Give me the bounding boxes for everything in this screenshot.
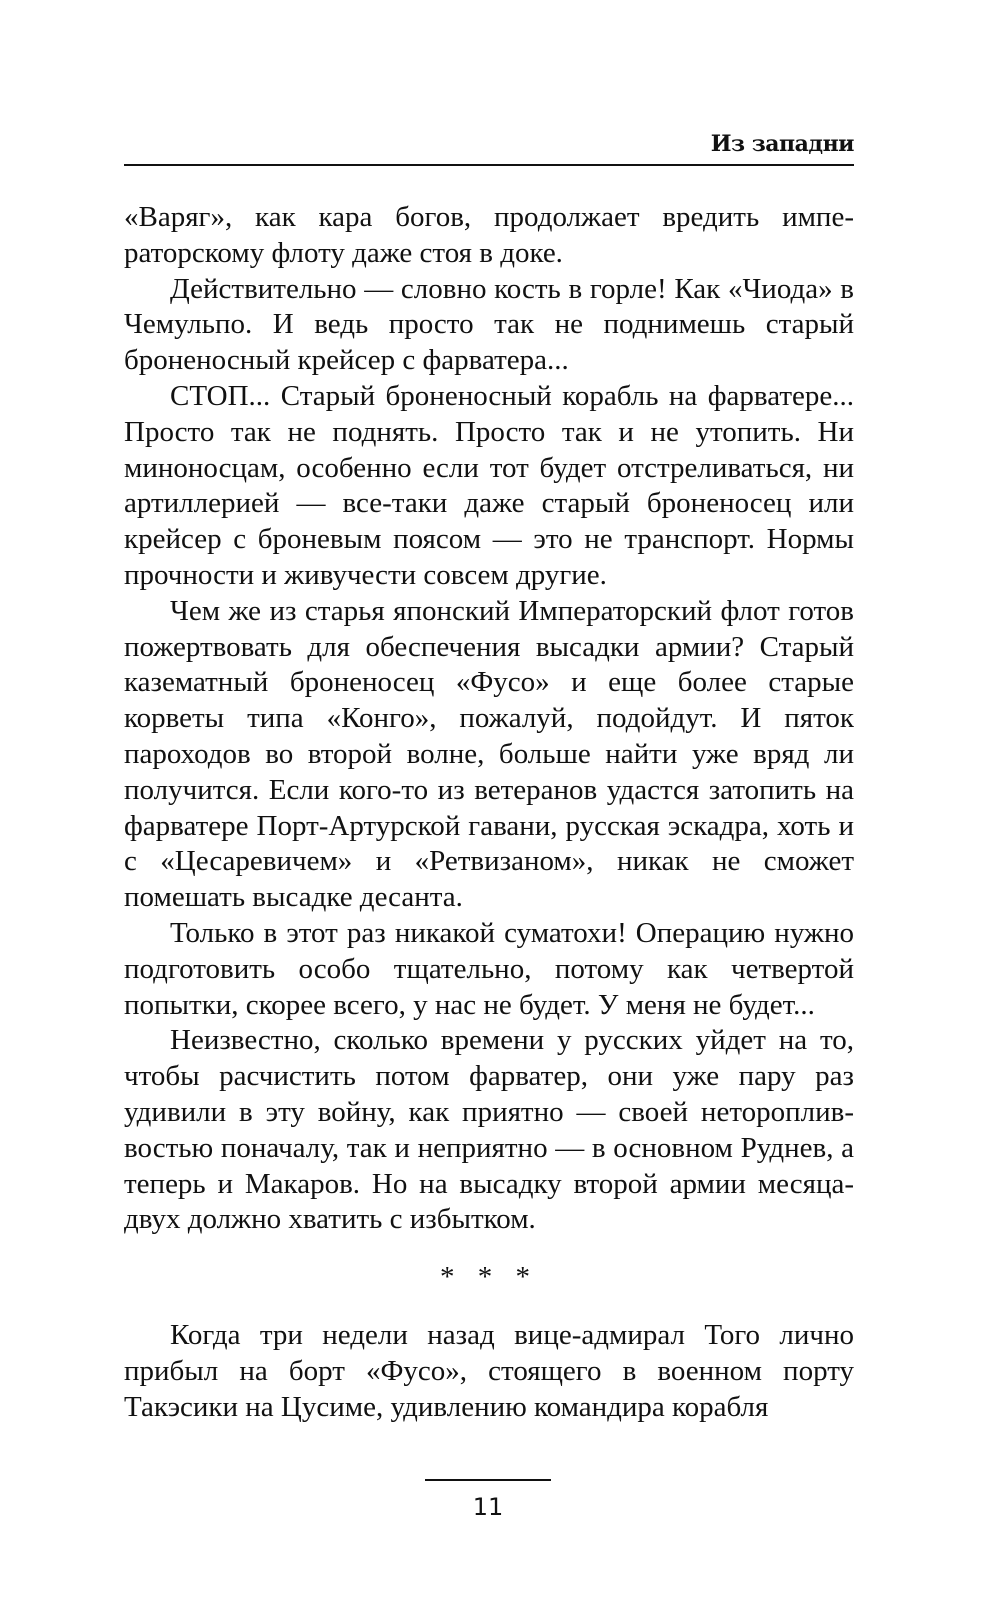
paragraph: Только в этот раз никакой суматохи! Операцию нужно подготовить особо тщательно, потому как четвертой попытки, скорее всего, у нас не будет. У меня не будет... bbox=[124, 916, 854, 1021]
paragraph: Чем же из старья японский Императорский флот готов пожертвовать для обеспечения высадки армии? Старый казематный броненосец «Фусо» и еще более старые корветы типа «Конго», пожалуй, подойдут. И пяток пароходов во второй волне, больше найти уже вряд ли получится. Если кого-то из ветеранов удастся затопить на фарватере Порт-Артурской гавани, русская эскадра, хоть и с «Цесаревичем» и «Ретвизаном», никак не сможет помешать высадке десанта. bbox=[124, 594, 854, 914]
paragraph: «Варяг», как кара богов, продолжает вредить императорскому флоту даже стоя в доке. bbox=[124, 201, 854, 269]
paragraph: СТОП... Старый броненосный корабль на фарватере... Просто так не поднять. Просто так и не утопить. Ни миноносцам, особенно если тот будет отстреливаться, ни артиллерией — все-таки даже старый броненосец или крейсер с броневым поясом — это не транспорт. Нормы прочности и живучести совсем другие. bbox=[124, 379, 854, 591]
paragraph: Неизвестно, сколько времени у русских уйдет на то, чтобы расчистить потом фарватер, они уже пару раз удивили в эту войну, как приятно — своей неторопливвостью поначалу, так и неприятно — в основном Руднев, а теперь и Макаров. Но на высадку второй армии месяца-двух должно хватить с избытком. bbox=[124, 1024, 854, 1236]
page-number: 11 bbox=[472, 1493, 504, 1521]
header-rule bbox=[124, 164, 854, 166]
section-separator: * * * bbox=[440, 1261, 538, 1294]
body-text bbox=[124, 200, 854, 1425]
paragraph: Действительно — словно кость в горле! Как «Чиода» в Чемульпо. И ведь просто так не поднимешь старый броненосный крейсер с фарватера... bbox=[124, 272, 854, 377]
running-head: Из западни bbox=[710, 131, 854, 157]
footer-rule bbox=[425, 1479, 551, 1481]
paragraph: Когда три недели назад вице-адмирал Того лично прибыл на борт «Фусо», стоящего в военном порту Такэсики на Цусиме, удивлению командира корабля bbox=[124, 1318, 854, 1423]
